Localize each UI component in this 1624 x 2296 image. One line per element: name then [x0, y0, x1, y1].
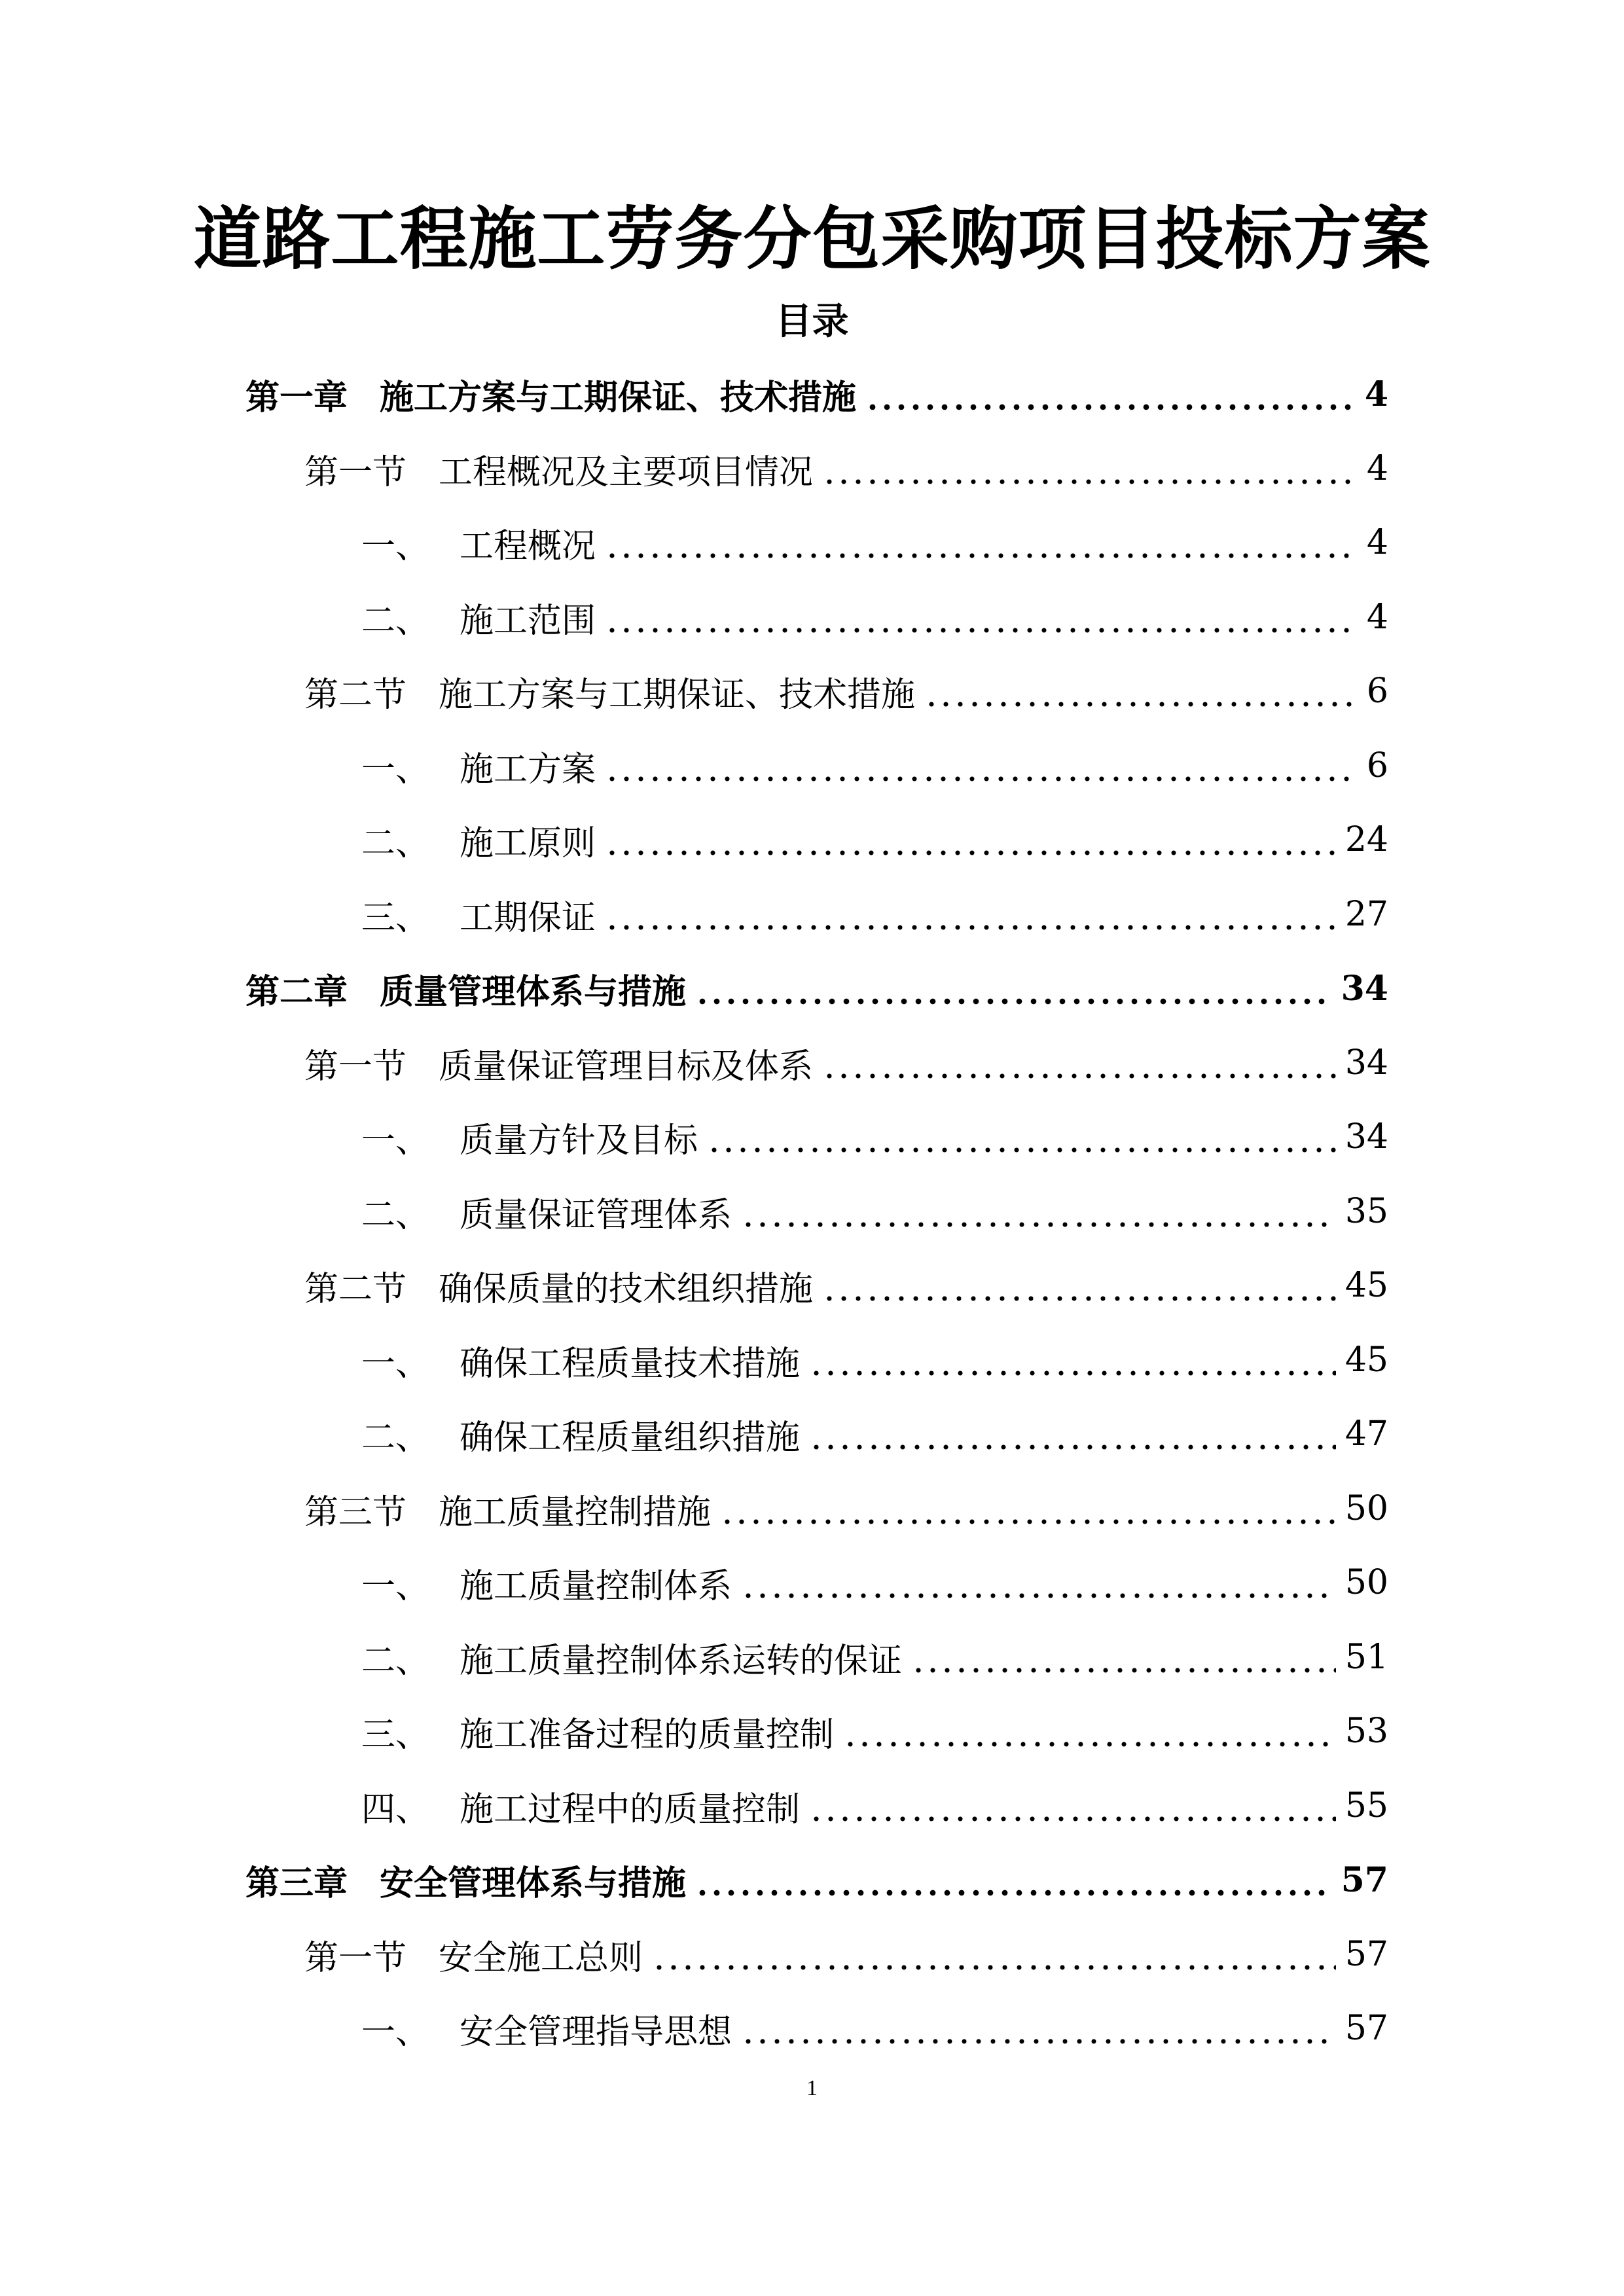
toc-entry-title: 工程概况及主要项目情况	[439, 452, 814, 492]
toc-item-entry[interactable]	[361, 814, 1388, 866]
toc-item-entry[interactable]	[361, 1111, 1388, 1163]
toc-item-entry[interactable]	[361, 888, 1388, 941]
document-title: 道路工程施工劳务分包采购项目投标方案	[193, 199, 1431, 279]
toc-item-entry[interactable]	[361, 516, 1388, 569]
toc-section-entry[interactable]	[304, 665, 1388, 717]
toc-entry-title: 确保工程质量技术措施	[460, 1344, 801, 1384]
toc-item-entry[interactable]	[361, 591, 1388, 643]
toc-entry-number: 第三节	[304, 1492, 407, 1532]
toc-entry-number: 三、	[361, 898, 430, 938]
toc-dot-leader	[605, 753, 1353, 805]
toc-entry-title: 施工质量控制体系	[460, 1566, 732, 1606]
toc-dot-leader	[822, 1050, 1336, 1102]
toc-dot-leader	[652, 1941, 1336, 1994]
toc-entry-page: 57	[1341, 1859, 1388, 1900]
toc-dot-leader	[720, 1496, 1336, 1548]
toc-entry-title: 安全管理体系与措施	[380, 1863, 687, 1903]
toc-entry-number: 一、	[361, 1121, 430, 1160]
toc-entry-title: 确保工程质量组织措施	[460, 1418, 801, 1458]
toc-entry-page: 53	[1344, 1712, 1388, 1751]
toc-entry-title: 施工过程中的质量控制	[460, 1789, 801, 1829]
toc-item-entry[interactable]	[361, 1631, 1388, 1683]
toc-entry-title: 安全管理指导思想	[460, 2012, 732, 2052]
toc-section-entry[interactable]	[304, 1482, 1388, 1535]
toc-section-entry[interactable]	[304, 1037, 1388, 1089]
toc-item-entry[interactable]	[361, 1185, 1388, 1238]
toc-entry-page: 6	[1366, 672, 1388, 711]
toc-dot-leader	[605, 901, 1336, 954]
toc-entry-page: 4	[1366, 449, 1388, 488]
toc-chapter-entry[interactable]	[245, 368, 1388, 420]
toc-entry-title: 施工方案与工期保证、技术措施	[380, 378, 857, 418]
toc-entry-title: 施工质量控制体系运转的保证	[460, 1641, 903, 1681]
toc-entry-title: 质量保证管理体系	[460, 1195, 732, 1235]
toc-entry-number: 第一节	[304, 1047, 407, 1086]
toc-entry-title: 质量管理体系与措施	[380, 972, 687, 1012]
toc-entry-number: 二、	[361, 1641, 430, 1681]
toc-item-entry[interactable]	[361, 1408, 1388, 1460]
toc-entry-title: 安全施工总则	[439, 1938, 643, 1978]
toc-entry-number: 一、	[361, 2012, 430, 2052]
toc-dot-leader	[809, 1793, 1336, 1845]
toc-entry-number: 一、	[361, 749, 430, 789]
toc-entry-number: 第一章	[245, 378, 348, 418]
toc-entry-page: 47	[1344, 1414, 1388, 1454]
toc-entry-title: 施工质量控制措施	[439, 1492, 712, 1532]
toc-chapter-entry[interactable]	[245, 962, 1388, 1014]
toc-dot-leader	[605, 827, 1336, 879]
toc-entry-page: 57	[1344, 1935, 1388, 1974]
toc-entry-number: 二、	[361, 601, 430, 641]
toc-entry-page: 27	[1344, 895, 1388, 934]
toc-entry-page: 50	[1344, 1563, 1388, 1602]
toc-entry-number: 一、	[361, 1344, 430, 1384]
toc-entry-number: 第二节	[304, 1269, 407, 1309]
toc-entry-page: 45	[1344, 1340, 1388, 1380]
toc-entry-number: 第一节	[304, 1938, 407, 1978]
toc-entry-title: 工程概况	[460, 526, 596, 566]
toc-entry-number: 第三章	[245, 1863, 348, 1903]
toc-dot-leader	[741, 1198, 1336, 1251]
toc-dot-leader	[741, 2015, 1336, 2068]
toc-dot-leader	[605, 604, 1353, 656]
toc-entry-number: 第一节	[304, 452, 407, 492]
toc-item-entry[interactable]	[361, 740, 1388, 792]
toc-entry-page: 34	[1344, 1043, 1388, 1083]
toc-entry-number: 第二章	[245, 972, 348, 1012]
toc-entry-number: 二、	[361, 1418, 430, 1458]
toc-entry-title: 施工准备过程的质量控制	[460, 1715, 835, 1755]
toc-dot-leader	[741, 1570, 1336, 1622]
toc-entry-title: 确保质量的技术组织措施	[439, 1269, 814, 1309]
toc-item-entry[interactable]	[361, 1556, 1388, 1609]
toc-entry-title: 工期保证	[460, 898, 596, 938]
toc-dot-leader	[695, 975, 1332, 1028]
toc-entry-title: 质量保证管理目标及体系	[439, 1047, 814, 1086]
toc-entry-page: 6	[1366, 746, 1388, 785]
toc-entry-page: 4	[1364, 374, 1388, 414]
toc-section-entry[interactable]	[304, 1259, 1388, 1312]
toc-dot-leader	[822, 456, 1353, 508]
toc-entry-title: 施工方案与工期保证、技术措施	[439, 675, 916, 715]
toc-dot-leader	[924, 678, 1353, 730]
toc-entry-title: 质量方针及目标	[460, 1121, 698, 1160]
toc-dot-leader	[843, 1718, 1336, 1770]
toc-entry-number: 三、	[361, 1715, 430, 1755]
toc-entry-page: 57	[1344, 2009, 1388, 2048]
toc-item-entry[interactable]	[361, 1334, 1388, 1386]
toc-item-entry[interactable]	[361, 1780, 1388, 1832]
toc-entry-title: 施工范围	[460, 601, 596, 641]
toc-entry-title: 施工原则	[460, 823, 596, 863]
toc-entry-page: 4	[1366, 598, 1388, 637]
toc-dot-leader	[865, 381, 1353, 433]
toc-dot-leader	[605, 529, 1353, 582]
toc-entry-page: 51	[1344, 1638, 1388, 1677]
toc-chapter-entry[interactable]	[245, 1854, 1388, 1906]
toc-dot-leader	[809, 1347, 1336, 1399]
toc-entry-number: 二、	[361, 1195, 430, 1235]
toc-entry-title: 施工方案	[460, 749, 596, 789]
toc-entry-page: 35	[1344, 1192, 1388, 1231]
toc-entry-page: 34	[1344, 1117, 1388, 1157]
toc-item-entry[interactable]	[361, 1705, 1388, 1757]
toc-dot-leader	[695, 1867, 1332, 1919]
toc-entry-page: 45	[1344, 1266, 1388, 1305]
toc-entry-page: 34	[1341, 968, 1388, 1009]
toc-item-entry[interactable]	[361, 2002, 1388, 2054]
toc-heading: 目录	[775, 300, 849, 343]
toc-dot-leader	[707, 1124, 1336, 1176]
toc-entry-page: 50	[1344, 1489, 1388, 1528]
toc-entry-number: 一、	[361, 526, 430, 566]
toc-entry-page: 24	[1344, 820, 1388, 859]
toc-entry-number: 一、	[361, 1566, 430, 1606]
toc-section-entry[interactable]	[304, 1928, 1388, 1981]
toc-dot-leader	[911, 1644, 1336, 1696]
toc-section-entry[interactable]	[304, 442, 1388, 495]
toc-dot-leader	[822, 1272, 1336, 1325]
toc-entry-page: 4	[1366, 523, 1388, 562]
toc-entry-number: 四、	[361, 1789, 430, 1829]
toc-entry-page: 55	[1344, 1786, 1388, 1825]
toc-entry-number: 第二节	[304, 675, 407, 715]
page-number: 1	[806, 2076, 818, 2100]
toc-entry-number: 二、	[361, 823, 430, 863]
toc-dot-leader	[809, 1421, 1336, 1473]
